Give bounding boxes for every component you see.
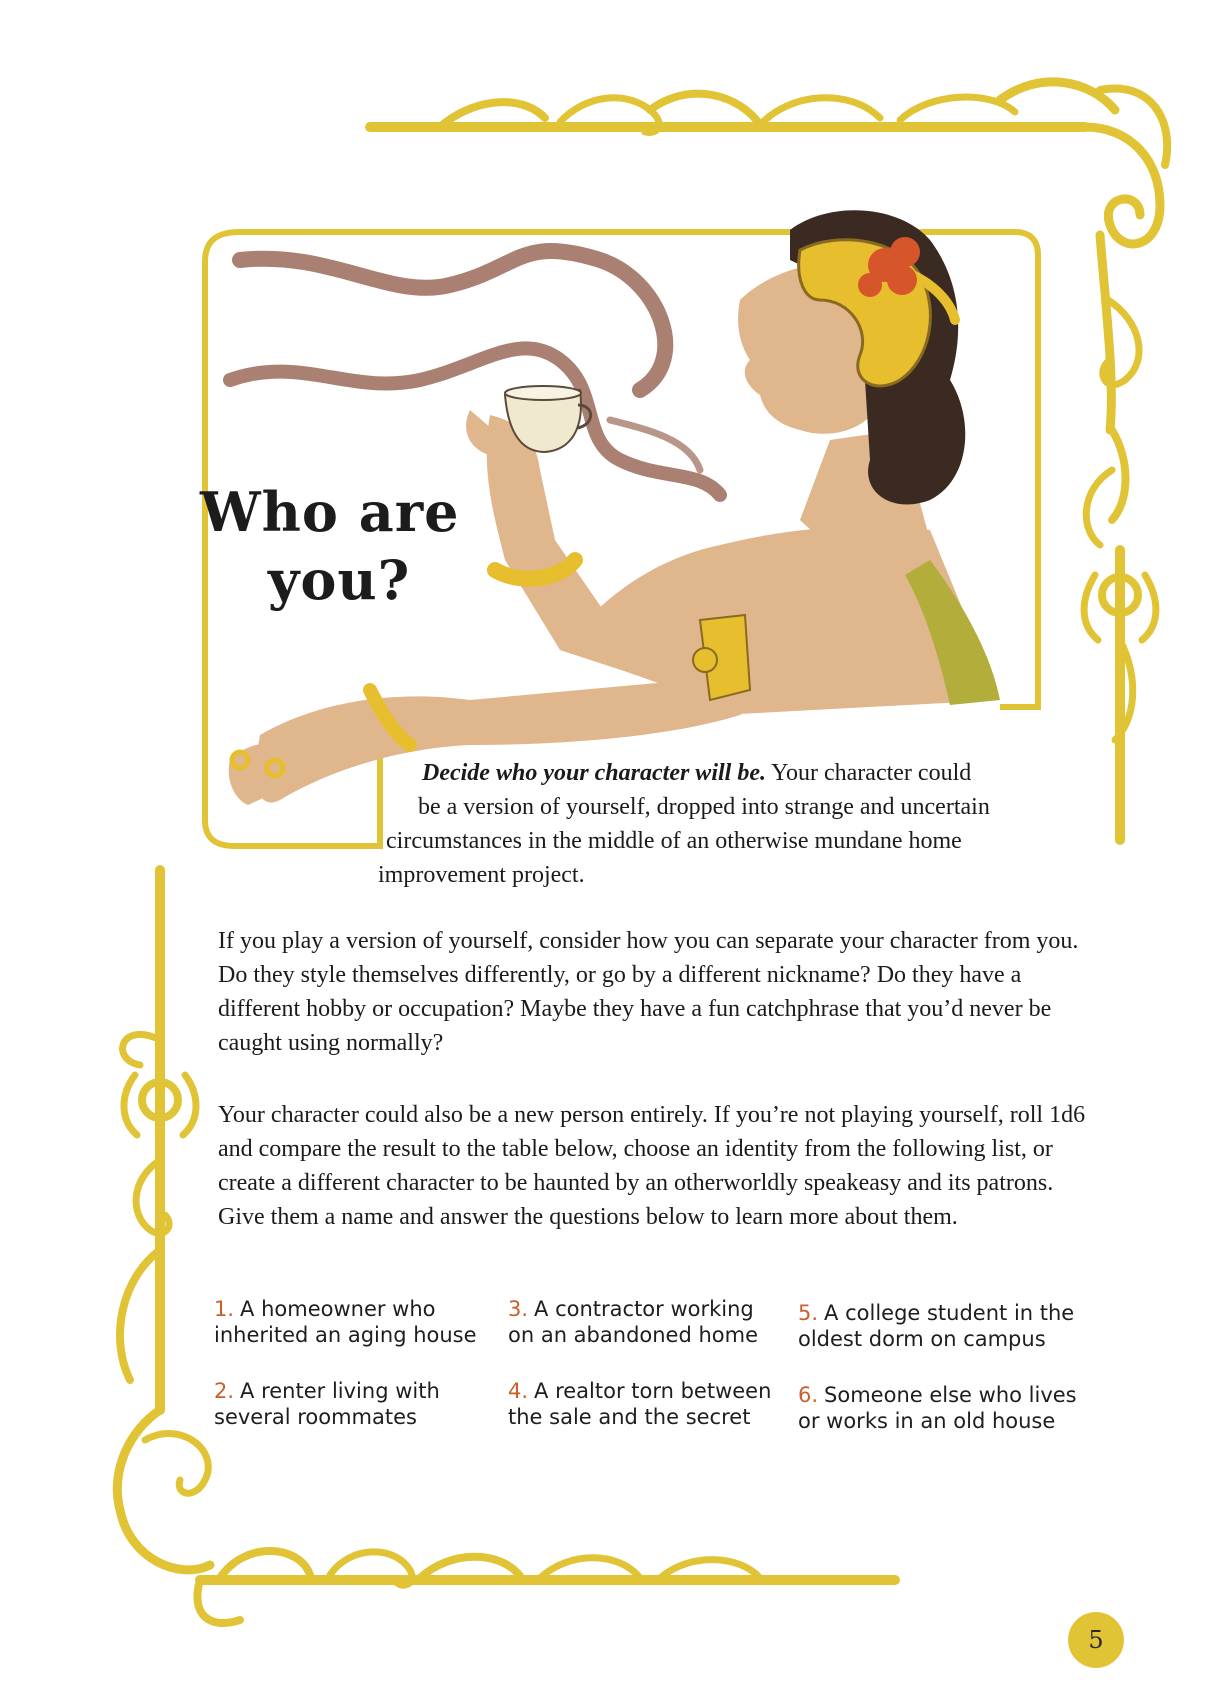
- intro-bold-lead: Decide who your character will be.: [422, 760, 766, 786]
- paragraph-separate-character: If you play a version of yourself, consider how you can separate your character from you. Do they style themselves differently, or go by a different nickname? Do they have a different hobby or occupation? Maybe they have a fun catchphrase that you’d never be caught using normally?: [218, 928, 1079, 1056]
- option-3: 3. A contractor working on an abandoned home: [508, 1297, 759, 1347]
- page-number: 5: [1068, 1612, 1124, 1668]
- intro-line-4: improvement project.: [378, 862, 585, 888]
- option-6: 6. Someone else who lives or works in an old house: [798, 1383, 1077, 1433]
- intro-line-2: be a version of yourself, dropped into strange and uncertain: [418, 794, 990, 820]
- option-2: 2. A renter living with several roommates: [214, 1379, 440, 1429]
- title-line-2: you?: [268, 548, 411, 612]
- option-5: 5. A college student in the oldest dorm on campus: [798, 1301, 1075, 1351]
- title-line-1: Who are: [200, 480, 460, 544]
- intro-line-1: Your character could: [771, 760, 972, 786]
- paragraph-new-person: Your character could also be a new person entirely. If you’re not playing yourself, roll 1d6 and compare the result to the table below, choose an identity from the following list, or create a different character to be haunted by an otherworldly speakeasy and its patrons. Give them a name and answer the questions below to learn more about them.: [218, 1102, 1086, 1230]
- option-1: 1. A homeowner who inherited an aging house: [214, 1297, 477, 1347]
- intro-line-3: circumstances in the middle of an otherwise mundane home: [386, 828, 962, 854]
- intro-paragraph: [368, 756, 1088, 892]
- option-4: 4. A realtor torn between the sale and the secret: [508, 1379, 772, 1429]
- page-title: [200, 478, 500, 614]
